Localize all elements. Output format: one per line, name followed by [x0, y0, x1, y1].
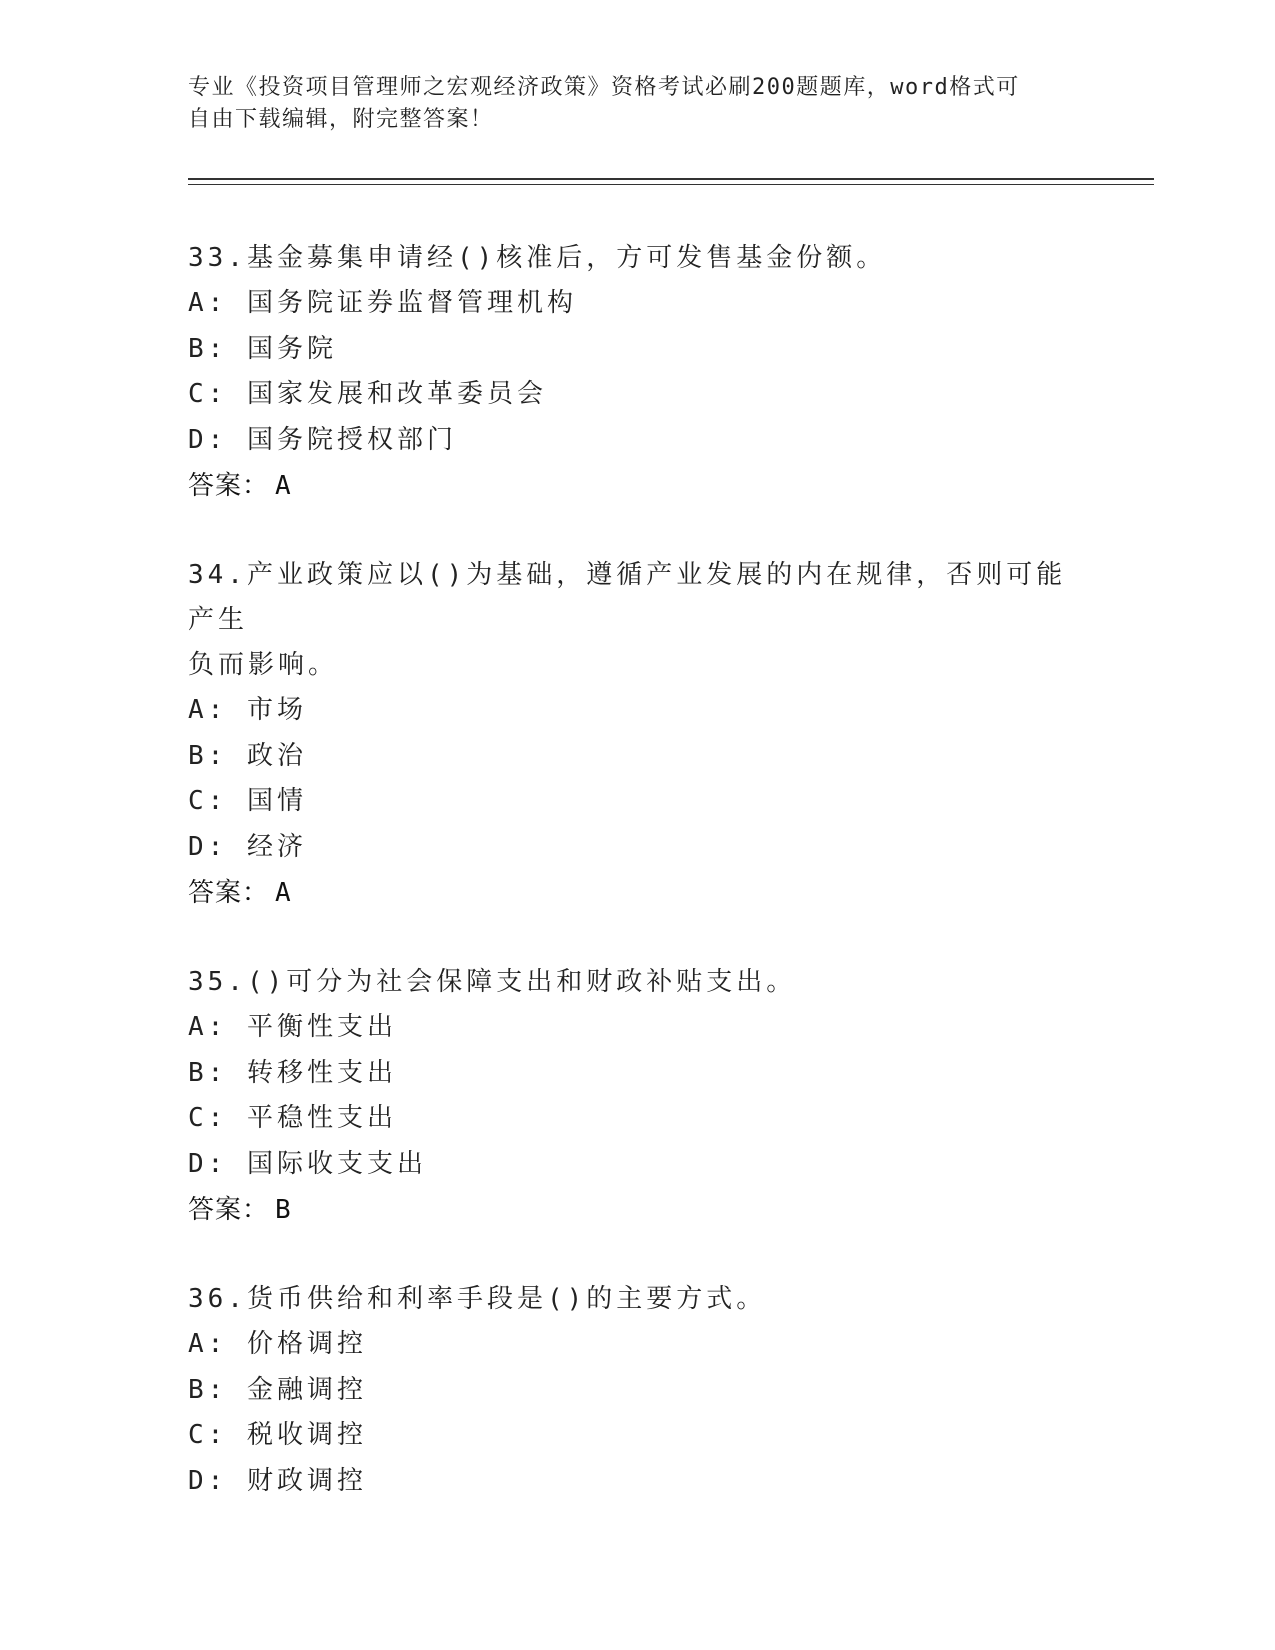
option-d: D: 经济 [188, 831, 307, 862]
question-stem-continued: 负而影响。 [188, 650, 339, 680]
option-c: C: 平稳性支出 [188, 1103, 397, 1133]
option-b: B: 政治 [188, 740, 307, 771]
question-stem: 33.基金募集申请经()核准后，方可发售基金份额。 [188, 243, 887, 273]
option-d: D: 国际收支支出 [188, 1148, 427, 1179]
answer-value: A [275, 471, 292, 501]
question-list [188, 236, 1088, 1548]
option-c: C: 国情 [188, 786, 307, 816]
answer-line [188, 1187, 1088, 1233]
option-d: D: 国务院授权部门 [188, 424, 457, 455]
answer-label: 答案： [188, 878, 270, 908]
option-c: C: 国家发展和改革委员会 [188, 379, 547, 409]
question-33 [188, 236, 1088, 509]
answer-line [188, 870, 1088, 916]
option-a: A: 国务院证券监督管理机构 [188, 288, 577, 318]
document-header [188, 72, 1088, 136]
option-b: B: 转移性支出 [188, 1057, 397, 1088]
answer-value: B [275, 1195, 292, 1225]
question-36 [188, 1277, 1088, 1504]
header-line-2: 自由下载编辑，附完整答案！ [188, 107, 494, 132]
question-stem: 35.()可分为社会保障支出和财政补贴支出。 [188, 967, 797, 997]
option-a: A: 市场 [188, 695, 307, 725]
option-a: A: 价格调控 [188, 1329, 367, 1359]
answer-value: A [275, 878, 292, 908]
question-34 [188, 553, 1088, 916]
header-divider-bottom [188, 184, 1154, 185]
option-b: B: 国务院 [188, 333, 337, 364]
option-d: D: 财政调控 [188, 1465, 367, 1496]
header-line-1: 专业《投资项目管理师之宏观经济政策》资格考试必刷200题题库，word格式可 [188, 75, 1020, 100]
header-divider-top [188, 178, 1154, 180]
option-b: B: 金融调控 [188, 1374, 367, 1405]
answer-line [188, 463, 1088, 509]
option-c: C: 税收调控 [188, 1420, 367, 1450]
question-stem: 36.货币供给和利率手段是()的主要方式。 [188, 1284, 767, 1314]
answer-label: 答案： [188, 471, 270, 501]
question-35 [188, 960, 1088, 1233]
question-stem: 34.产业政策应以()为基础，遵循产业发展的内在规律，否则可能产生 [188, 560, 1067, 635]
option-a: A: 平衡性支出 [188, 1012, 397, 1042]
answer-label: 答案： [188, 1195, 270, 1225]
